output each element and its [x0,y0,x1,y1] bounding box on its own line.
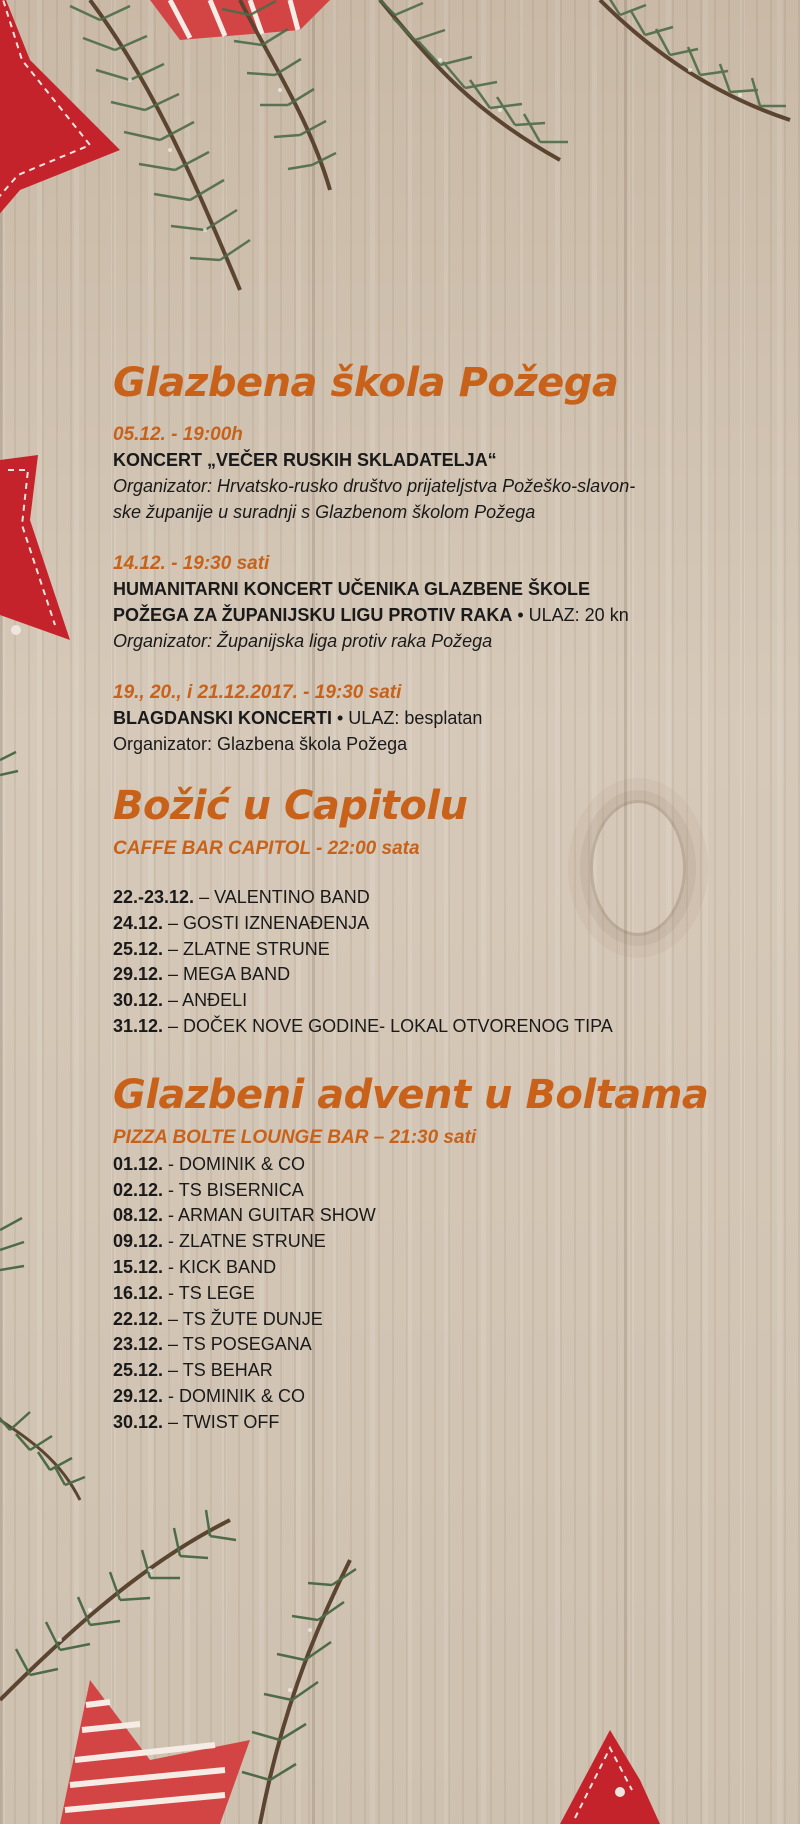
event-3 [113,680,733,757]
schedule-act: – VALENTINO BAND [194,887,370,907]
schedule-item [113,911,733,937]
event-entry: • ULAZ: 20 kn [512,605,629,625]
schedule-act: – TS BEHAR [163,1360,273,1381]
schedule-item [113,885,733,911]
venue-boltama: PIZZA BOLTE LOUNGE BAR – 21:30 sati [113,1126,477,1148]
schedule-act: – ZLATNE STRUNE [163,938,330,959]
schedule-date: 02.12. [113,1179,164,1200]
schedule-item [113,937,733,963]
schedule-date: 30.12. [113,990,164,1011]
red-star-icon [560,1730,660,1824]
event-date: 19., 20., i 21.12.2017. - 19:30 sati [113,682,402,703]
event-organizer: ske županije u suradnji s Glazbenom školom Požega [113,502,536,522]
event-organizer: Organizator: Glazbena škola Požega [113,734,408,754]
schedule-item [113,988,733,1014]
event-organizer: Organizator: Županijska liga protiv raka Požega [113,631,493,651]
event-title-part: BLAGDANSKI KONCERTI [113,708,332,728]
schedule-date: 30.12. [113,1411,164,1432]
event-date: 05.12. - 19:00h [113,424,243,445]
section-heading-school: Glazbena škola Požega [113,360,619,406]
pine-branch-icon [0,752,85,1500]
schedule-act: - TS BISERNICA [163,1179,304,1200]
pine-needles [70,0,786,260]
schedule-date: 24.12. [113,912,164,933]
schedule-date: 25.12. [113,1360,164,1381]
schedule-boltama [113,1152,733,1436]
schedule-item [113,1307,733,1333]
schedule-item [113,1332,733,1358]
schedule-act: – TS ŽUTE DUNJE [163,1308,323,1329]
section-heading-boltama: Glazbeni advent u Boltama [113,1071,709,1118]
schedule-item [113,1410,733,1436]
striped-star-icon [150,0,330,40]
venue-capitol: CAFFE BAR CAPITOL - 22:00 sata [113,838,420,859]
schedule-item [113,1178,733,1204]
event-2 [113,551,733,654]
event-title: KONCERT „VEČER RUSKIH SKLADATELJA“ [113,450,497,470]
event-title: HUMANITARNI KONCERT UČENIKA GLAZBENE ŠKOLE [113,579,590,599]
schedule-act: - DOMINIK & CO [163,1385,306,1406]
schedule-act: – TS POSEGANA [163,1334,312,1355]
schedule-item [113,1152,733,1178]
schedule-item [113,1014,733,1040]
event-1 [113,422,733,525]
striped-star-icon [60,1680,250,1824]
schedule-date: 22.12. [113,1308,164,1329]
schedule-act: – MEGA BAND [163,964,291,985]
schedule-act: - ARMAN GUITAR SHOW [163,1205,376,1226]
schedule-date: 01.12. [113,1153,164,1174]
schedule-date: 22.-23.12. [113,887,195,907]
schedule-item [113,1229,733,1255]
event-date: 14.12. - 19:30 sati [113,553,270,574]
red-star-icon [0,0,120,260]
event-entry: • ULAZ: besplatan [332,708,483,728]
schedule-item [113,962,733,988]
event-title [113,705,733,731]
schedule-item [113,1203,733,1229]
schedule-date: 29.12. [113,964,164,985]
schedule-item [113,1358,733,1384]
red-star-icon [0,455,70,640]
schedule-item [113,1384,733,1410]
frost-dots [128,58,742,232]
schedule-act: - KICK BAND [163,1256,277,1277]
schedule-date: 31.12. [113,1015,164,1036]
pine-branch-icon [90,0,790,290]
schedule-date: 15.12. [113,1256,164,1277]
schedule-item [113,1281,733,1307]
schedule-act: – ANĐELI [163,990,248,1011]
schedule-act: - ZLATNE STRUNE [163,1231,326,1252]
schedule-date: 09.12. [113,1231,164,1252]
program-content [113,356,733,1436]
event-title [113,602,733,628]
schedule-act: – DOČEK NOVE GODINE- LOKAL OTVORENOG TIPA [163,1015,613,1036]
schedule-act: - DOMINIK & CO [163,1153,306,1174]
schedule-act: – GOSTI IZNENAĐENJA [163,912,370,933]
schedule-act: - TS LEGE [163,1282,255,1303]
schedule-date: 08.12. [113,1205,164,1226]
schedule-date: 16.12. [113,1282,164,1303]
section-heading-capitol: Božić u Capitolu [113,783,468,829]
schedule-capitol [113,885,733,1040]
schedule-date: 23.12. [113,1334,164,1355]
schedule-act: – TWIST OFF [163,1411,280,1432]
schedule-date: 25.12. [113,938,164,959]
schedule-date: 29.12. [113,1385,164,1406]
event-organizer: Organizator: Hrvatsko-rusko društvo prijateljstva Požeško-slavon- [113,476,636,496]
event-title-part: POŽEGA ZA ŽUPANIJSKU LIGU PROTIV RAKA [113,605,513,625]
frost-dots [58,1568,312,1692]
schedule-item [113,1255,733,1281]
